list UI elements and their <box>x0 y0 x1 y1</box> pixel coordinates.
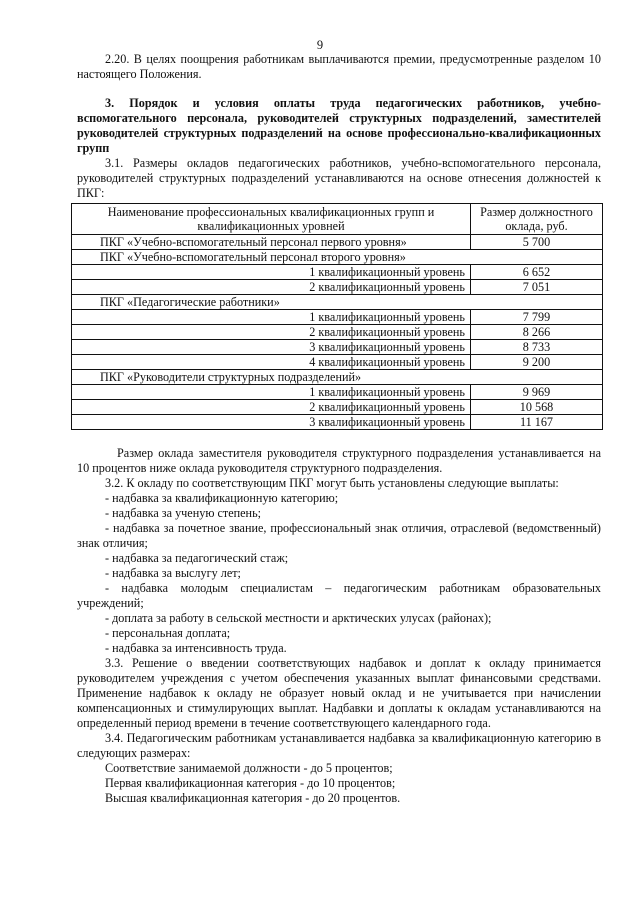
payment-item: - надбавка за педагогический стаж; <box>105 551 289 565</box>
table-row <box>72 280 603 295</box>
paragraph-3-3: 3.3. Решение о введении соответствующих надбавок и доплат к окладу принимается руководителем учреждения с учетом обеспечения указанных выплат финансовыми средствами. Применение надбавок к окладу не образует новый оклад и не учитывается при начислении компенсационных и стимулирующих выплат. Надбавки и доплаты к окладам устанавливаются на определенный период времени в течение соответствующего календарного года. <box>77 656 601 730</box>
paragraph-3-2: 3.2. К окладу по соответствующим ПКГ могут быть установлены следующие выплаты: <box>105 476 559 490</box>
payment-item: - персональная доплата; <box>105 626 231 640</box>
paragraph-3-1: 3.1. Размеры окладов педагогических работников, учебно-вспомогательного персонала, руководителей структурных подразделений устанавливаются на основе отнесения должностей к ПКГ: <box>77 156 601 200</box>
table-row <box>72 370 603 385</box>
paragraph-deputy-salary: Размер оклада заместителя руководителя структурного подразделения устанавливается на 10 процентов ниже оклада руководителя структурного подразделения. <box>77 446 601 475</box>
paragraph-3-4: 3.4. Педагогическим работникам устанавливается надбавка за квалификационную категорию в следующих размерах: <box>77 731 601 760</box>
pkg2-value-1: 6 652 <box>471 265 603 280</box>
table-header-row <box>72 204 603 235</box>
category-item: Высшая квалификационная категория - до 20 процентов. <box>105 791 401 805</box>
pkg2-value-2: 7 051 <box>471 280 603 295</box>
table-row <box>72 325 603 340</box>
pkg3-level-3: 3 квалификационный уровень <box>72 340 471 355</box>
table-row <box>72 340 603 355</box>
pkg3-value-1: 7 799 <box>471 310 603 325</box>
pkg3-value-4: 9 200 <box>471 355 603 370</box>
salary-table <box>71 203 603 430</box>
paragraph-2-20: 2.20. В целях поощрения работникам выплачиваются премии, предусмотренные разделом 10 настоящего Положения. <box>77 52 601 81</box>
payment-item: - надбавка за квалификационную категорию; <box>105 491 339 505</box>
table-row <box>72 385 603 400</box>
section-3-heading: 3. Порядок и условия оплаты труда педагогических работников, учебно-вспомогательного персонала, руководителей структурных подразделений, заместителей руководителей структурных подразделений на основе профессионально-квалификационных групп <box>77 96 601 155</box>
table-row <box>72 295 603 310</box>
pkg4-value-2: 10 568 <box>471 400 603 415</box>
table-row <box>72 400 603 415</box>
payment-item: - надбавка за почетное звание, профессиональный знак отличия, отраслевой (ведомственный) знак отличия; <box>77 521 601 550</box>
table-row <box>72 355 603 370</box>
table-row <box>72 250 603 265</box>
pkg3-level-1: 1 квалификационный уровень <box>72 310 471 325</box>
category-item: Первая квалификационная категория - до 10 процентов; <box>105 776 396 790</box>
table-row <box>72 310 603 325</box>
table-row <box>72 415 603 430</box>
pkg3-level-2: 2 квалификационный уровень <box>72 325 471 340</box>
table-row <box>72 235 603 250</box>
payment-item: - надбавка за выслугу лет; <box>105 566 241 580</box>
category-item: Соответствие занимаемой должности - до 5 процентов; <box>105 761 393 775</box>
pkg2-label: ПКГ «Учебно-вспомогательный персонал второго уровня» <box>72 250 603 265</box>
pkg2-level-2: 2 квалификационный уровень <box>72 280 471 295</box>
payment-item: - надбавка за ученую степень; <box>105 506 262 520</box>
pkg3-value-3: 8 733 <box>471 340 603 355</box>
pkg2-level-1: 1 квалификационный уровень <box>72 265 471 280</box>
pkg3-level-4: 4 квалификационный уровень <box>72 355 471 370</box>
payment-item: - надбавка за интенсивность труда. <box>105 641 287 655</box>
pkg1-value: 5 700 <box>471 235 603 250</box>
pkg1-label: ПКГ «Учебно-вспомогательный персонал первого уровня» <box>72 235 471 250</box>
pkg4-value-3: 11 167 <box>471 415 603 430</box>
page-number: 9 <box>316 38 324 52</box>
table-header-salary: Размер должностного оклада, руб. <box>471 204 603 235</box>
table-row <box>72 265 603 280</box>
payment-item: - надбавка молодым специалистам – педагогическим работникам образовательных учреждений; <box>77 581 601 610</box>
pkg4-label: ПКГ «Руководители структурных подразделений» <box>72 370 603 385</box>
pkg4-level-1: 1 квалификационный уровень <box>72 385 471 400</box>
document-body <box>77 52 601 806</box>
pkg4-level-2: 2 квалификационный уровень <box>72 400 471 415</box>
pkg3-value-2: 8 266 <box>471 325 603 340</box>
table-header-group-name: Наименование профессиональных квалификационных групп и квалификационных уровней <box>72 204 471 235</box>
pkg4-level-3: 3 квалификационный уровень <box>72 415 471 430</box>
pkg3-label: ПКГ «Педагогические работники» <box>72 295 603 310</box>
payment-item: - доплата за работу в сельской местности и арктических улусах (районах); <box>105 611 492 625</box>
pkg4-value-1: 9 969 <box>471 385 603 400</box>
